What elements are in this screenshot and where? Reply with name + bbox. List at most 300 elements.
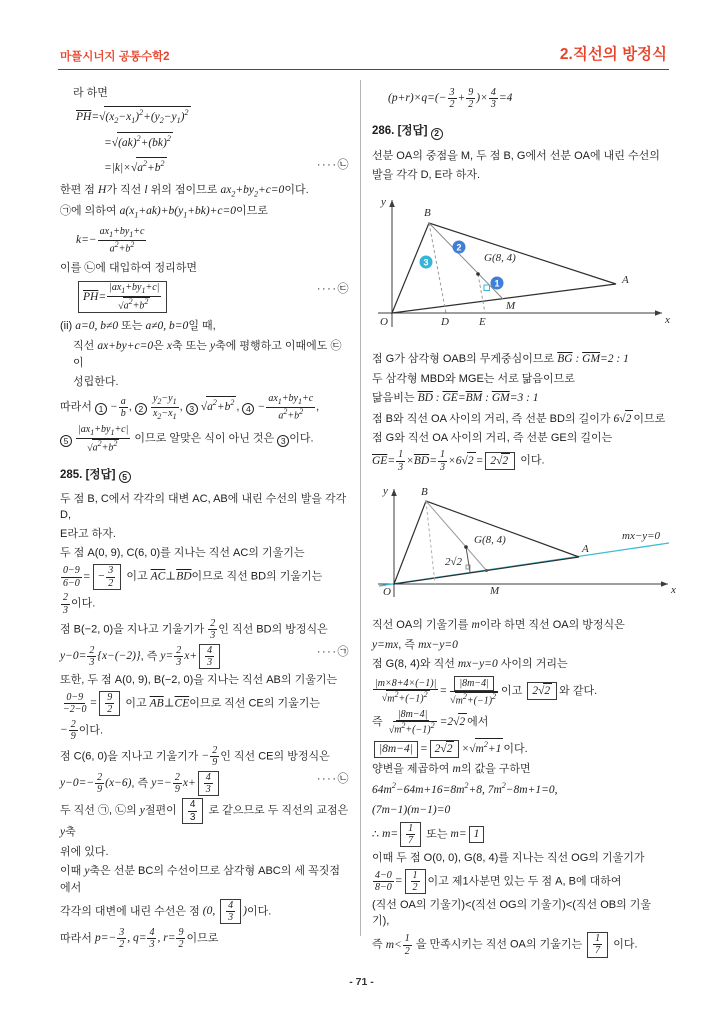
text-line: 라 하면 [73,86,108,99]
segment-overline: $\overline{BD}$ [417,391,433,404]
fraction [188,799,198,822]
math-expression: $\overline{AB}\perp\overline{CE}$ [149,697,190,710]
boxed-answer: 2√2 [430,740,460,758]
fraction [266,393,315,421]
radicand: $a^2+b^2$ [123,297,149,312]
numerator: |8m−4| [397,709,428,721]
fraction [61,565,82,588]
point-B-label: B [421,485,428,498]
denominator [116,297,152,312]
text-line: (ii) a=0, b≠0 또는 a≠0, b=0일 때, [60,319,216,332]
text-line: 또한, 두 점 A(0, 9), B(−2, 0)을 지나는 직선 AB의 기울기는 [60,673,338,686]
math-expression [60,592,71,616]
segment-overline: $\overline{BD}$ [176,570,192,583]
numerator: $|ax_1+by_1+c|$ [78,424,129,438]
numerator: 2 [176,645,182,657]
math-expression: $|8m-4| = 2√2 \times√m^2+1$ [372,743,503,755]
text-line: 5 $\frac{|ax_1+by_1+c|}{√a^2+b^2}$ 이므로 알맞은 식이 아닌 것은 3 이다. [60,424,350,453]
numerator: 2 [70,718,76,730]
fraction [448,87,457,110]
text-line: (직선 OA의 기울기)<(직선 OG의 기울기)<(직선 OB의 기울기), [372,898,652,928]
radicand: $a^2+b^2$ [136,157,166,177]
text-line: − $\frac{2}{9}$ 이다. [60,718,104,742]
radical-icon: √ [130,162,138,175]
radical-icon: √ [87,442,93,454]
text-line: 위에 있다. [60,845,109,858]
boxed-answer: − $\frac{3}{2}$ [93,564,122,589]
radical-icon: √ [440,743,447,756]
denominator [380,690,432,705]
fraction [69,719,78,742]
segment-overline: $\overline{GM}$ [491,391,510,404]
reference-mark: ····㉢ [316,283,350,296]
solution-286-slope [372,617,668,958]
math-expression: y [60,825,66,838]
fraction [226,900,235,923]
segment-overline: $\overline{BM}$ [465,391,483,404]
numerator: 2 [97,771,103,783]
solution-286-intro [372,87,668,183]
y-axis-arrow [391,489,397,496]
numerator: 0−9 [66,691,84,703]
point-D-label: D [441,316,449,329]
numerator: 3 [108,565,114,577]
fraction [147,927,156,950]
fraction [205,645,214,668]
denominator: −2−0 [63,704,87,716]
point-M-label: M [490,584,500,597]
radicand: 2 [458,713,467,731]
page-number: - 71 - [349,976,374,988]
boxed-answer [400,822,421,847]
point-G-dot [464,545,468,549]
math-expression: m= $\frac{1}{7}$ [382,828,423,840]
fraction [105,692,114,715]
boxed-answer: 2√2 [485,452,515,470]
text-line [60,281,350,312]
text-line: 각각의 대변에 내린 수선은 점 (0, $\frac{4}{3}$ )이다. [60,899,272,923]
fraction [174,645,183,668]
point-G-dot [476,272,480,276]
text-line: 점 B(−2, 0)을 지나고 기울기가 $\frac{2}{3}$ 인 직선 BD의 방정식은 [60,618,328,642]
radical-icon: √ [388,724,395,736]
numerator: 3 [449,87,455,98]
math-expression: mx−y=0 [457,658,498,671]
radical-icon: √ [118,300,124,312]
math-expression: − $\frac{ax_1+by_1+c}{a^2+b^2}$ [257,393,314,422]
denominator [448,692,500,707]
y-axis-label: y [381,196,386,209]
numerator: a [120,395,126,407]
radical-icon: √ [381,693,388,705]
text-line: 두 직선 ㉠, ㉡의 y절편이 $\frac{4}{3}$ 로 같으므로 두 직선의 교점은 y축 [60,799,349,838]
text-line: 점 G와 직선 OA 사이의 거리, 즉 선분 GE의 길이는 [372,432,613,445]
text-line: 이를 ㉡에 대입하여 정리하면 [60,261,198,274]
denominator: 6−0 [63,577,80,589]
math-expression: − $\frac{a}{b}$ [110,395,126,419]
math-expression: p=− $\frac{3}{2}$ , q= $\frac{4}{3}$ , r= $\frac{9}{2}$ [94,926,184,950]
math-expression [75,424,131,454]
fraction [107,282,161,311]
denominator: 7 [595,945,601,957]
text-line: 점 B와 직선 OA 사이의 거리, 즉 선분 BD의 길이가 6√2 이므로 [372,410,668,428]
text-line: 두 점 B, C에서 각각의 대변 AC, AB에 내린 수선의 발을 각각 D, [60,492,347,522]
fraction [117,927,126,950]
denominator: 2 [404,945,410,957]
segment-overline: $\overline{CE}$ [174,697,190,710]
text-line: 양변을 제곱하여 m의 값을 구하면 [372,762,531,775]
denominator: $a^2+b^2$ [109,240,135,255]
denominator: 3 [89,657,95,669]
denominator: 3 [149,938,155,950]
text-line [372,781,668,800]
point-G-label: G(8, 4) [484,252,516,265]
radical-icon: √ [461,454,468,467]
math-expression [592,933,603,957]
numerator: 3 [119,926,125,938]
radicand: $a^2+b^2$ [206,396,236,416]
denominator [387,721,439,736]
fraction [210,745,219,768]
math-expression: $=|k|\times√a^2+b^2$ [104,162,167,174]
text-line: 한편 점 H가 직선 l 위의 점이므로 $ax_2+by_2+c=0$이다. [60,184,309,199]
book-title: 마플시너지 공통수학2 [60,51,170,63]
fraction [173,772,182,795]
text-line: 따라서 p=− $\frac{3}{2}$ , q= $\frac{4}{3}$ , r= $\frac{9}{2}$ 이므로 [60,926,219,950]
numerator: 1 [412,869,418,881]
math-expression: $a(x_1+ak)+b(y_1+bk)+c=0$ [119,205,237,220]
math-expression: − $\frac{2}{9}$ [201,744,218,768]
denominator [85,439,121,454]
perpendicular-BD [429,223,446,313]
text-line: y−0= $\frac{2}{3}$ {x−(−2)}, 즉 y= $\frac{2}{3}$ x+ $\frac{4}{3}$ ····㉠ [60,645,350,669]
math-expression: $64m^2-64m+16=8m^2+8$, $7m^2-8m+1=0$, [372,781,558,797]
radical-icon: √ [619,412,626,425]
left-column [60,82,350,960]
text-line: 이때 두 점 O(0, 0), G(8, 4)를 지나는 직선 OG의 기울기가 [372,851,645,864]
text-line: 직선 ax+by+c=0은 x축 또는 y축에 평행하고 이때에도 ㉢이 [73,339,342,369]
denominator: 2 [468,99,474,111]
radicand: $m^2+(-1)^2$ [455,692,497,707]
text-line [372,802,668,819]
text-line: 286. [정답] 2 [372,123,668,140]
denominator: 7 [408,835,414,847]
math-expression: y−0=− $\frac{2}{9}$ (x−6) [60,771,132,795]
math-expression: y= $\frac{2}{3}$ x+ $\frac{4}{3}$ [160,650,222,662]
math-expression: 6√2 [614,413,634,425]
denominator: 3 [210,630,216,642]
boxed-answer [199,644,220,669]
radicand: 2 [544,685,551,698]
text-line: 두 점 A(0, 9), C(6, 0)를 지나는 직선 AC의 기울기는 [60,547,305,560]
math-expression: $\overline{PH}=√(x_2-x_1)^2+(y_2-y_1)^2$ [76,108,189,126]
text-line: y−0=− $\frac{2}{9}$ (x−6), 즉 y=− $\frac{2}{9}$ x+ $\frac{4}{3}$ ····㉡ [60,771,350,795]
numerator: 1 [439,449,445,461]
diagram2-svg [372,481,678,609]
denominator: 3 [176,657,182,669]
numerator: 2 [212,744,218,756]
numerator: 4 [149,926,155,938]
text-line: 점 G(8, 4)와 직선 mx−y=0 사이의 거리는 [372,658,568,671]
math-expression [200,398,237,413]
text-line [60,132,350,152]
math-expression: $\overline{BG}$ : $\overline{GM}=2$ : 1 [557,353,629,366]
numerator: 1 [595,933,601,945]
fraction [76,424,130,453]
boxed-answer [198,771,219,796]
numerator: $|ax_1+by_1+c|$ [109,282,160,296]
math-expression: m< $\frac{1}{2}$ [385,933,410,957]
circled-number: 2 [135,403,147,415]
fraction [87,645,96,668]
origin-label: O [380,316,388,329]
right-column [372,82,676,960]
math-expression: m [452,762,461,775]
fraction [106,565,115,588]
numerator: 4 [228,899,234,911]
header-rule [58,69,669,70]
fraction [489,87,498,110]
text-line: 점 G가 삼각형 OAB의 무게중심이므로 $\overline{BG}$ : $\overline{GM}=2$ : 1 [372,353,629,366]
math-expression: k=− $\frac{ax_1+by_1+c}{a^2+b^2}$ [76,226,145,255]
radicand: $(x_2-x_1)^2+(y_2-y_1)^2$ [105,108,189,126]
radicand: $m^2+(-1)^2$ [387,690,428,705]
x-axis-arrow [655,310,662,316]
fraction [466,87,475,110]
numerator: 1 [398,449,404,461]
boxed-answer: |8m−4| [454,676,493,691]
fraction [95,772,104,795]
x-axis-arrow [661,581,668,587]
boxed-answer [405,869,426,894]
denominator: $x_2-x_1$ [152,407,177,421]
denominator: 3 [207,657,213,669]
text-line: 닮음비는 $\overline{BD}$ : $\overline{GE}=\overline{BM}$ : $\overline{GM}=3$ : 1 [372,391,539,404]
numerator: 2 [210,618,216,630]
origin-label: O [383,585,391,598]
numerator: 1 [404,933,410,945]
denominator: $a^2+b^2$ [278,406,304,422]
circled-number: 3 [277,435,289,447]
math-expression: $ax_2+by_2+c=0$ [220,184,285,199]
text-line [60,106,350,127]
radicand: 2 [446,743,453,756]
denominator: 3 [439,461,445,473]
math-expression: a=0, b≠0 [75,319,119,332]
radicand: 2 [502,455,509,468]
math-expression: $\overline{AC}\perp\overline{BD}$ [150,570,192,583]
point-G-label: G(8, 4) [474,533,506,546]
denominator: 3 [205,783,211,795]
reference-mark: ····㉠ [316,646,350,659]
x-axis-label: x [671,583,676,596]
text-line: 즉 m< $\frac{1}{2}$ 을 만족시키는 직선 OA의 기울기는 $\frac{1}{7}$ 이다. [372,933,638,957]
boxed-answer: 1 [469,826,485,843]
circled-number: 5 [119,471,131,483]
fraction [98,226,147,254]
boxed-answer [78,281,167,312]
boxed-answer [99,691,120,716]
point-A-label: A [622,274,629,287]
fraction [119,396,128,419]
math-expression: ax+by+c=0 [97,339,154,352]
numerator: 4−0 [375,869,392,881]
denominator: 3 [63,604,68,616]
math-expression: m= 1 [451,828,487,840]
math-expression: $\overline{GE}=$ $\frac{1}{3}$ $\times\overline{BD}=$ $\frac{1}{3}$ ×6√2 = 2√2 [372,455,517,467]
numerator [450,676,497,692]
numerator: 4 [490,87,496,98]
circled-3-badge [420,256,433,269]
text-line [372,87,668,110]
math-expression: mx−y=0 [418,638,458,651]
math-expression [207,618,218,642]
text-line: $\frac{2}{3}$ 이다. [60,592,350,615]
midpoint-square-mark [484,285,490,291]
math-expression: $\frac{0-9}{-2-0}$ = $\frac{9}{2}$ [60,697,122,709]
badge-1-label: 1 [494,278,500,289]
segment-overline: $\overline{BG}$ [557,353,573,366]
numerator: 9 [178,926,184,938]
numerator: 0−9 [63,565,80,577]
fraction [61,592,70,615]
fraction [406,823,415,846]
math-expression: (7m−1)(m−1)=0 [372,804,451,817]
segment-overline: $\overline{BD}$ [413,454,430,467]
page-footer [0,976,723,988]
fraction [448,676,500,707]
segment-overline: $\overline{PH}$ [76,110,92,123]
fraction [151,393,179,422]
diagram-line-oa [372,481,676,609]
math-expression: a≠0, b=0 [145,319,189,332]
fraction [396,449,405,472]
text-line: 성립한다. [73,375,119,388]
math-expression: y [84,864,90,877]
text-line: $\frac{4-0}{8-0}$ = $\frac{1}{2}$ 이고 제1사분면 있는 두 점 A, B에 대하여 [372,869,668,894]
fraction [438,449,447,472]
y-axis-label: y [383,484,388,497]
text-line: 285. [정답] 5 [60,467,350,484]
text-line: $|8m-4| = 2√2 \times√m^2+1$ 이다. [372,738,668,758]
fraction [593,933,602,956]
math-expression: − $\frac{2}{9}$ [60,718,76,742]
numerator: 2 [63,592,68,604]
math-expression: $\frac{0-9}{6-0}$ = − $\frac{3}{2}$ [60,571,123,583]
text-line: $\frac{|m\times 8+4\times(-1)|}{√m^2+(-1)^2}$ = $\frac{|8m-4|}{√m^2+(-1)^2}$ 이고 2√2 와 같다. [372,676,668,707]
numerator: 2 [89,645,95,657]
boxed-answer: |8m−4| [374,741,418,758]
numerator: 9 [468,87,474,98]
circled-1-badge [491,277,504,290]
math-expression: 2√2 [532,685,551,698]
math-expression: (p+r)×q=(− $\frac{3}{2}$ + $\frac{9}{2}$ )× $\frac{4}{3}$ =4 [388,87,513,111]
badge-3-label: 3 [423,257,429,268]
segment-overline: $\overline{AC}$ [150,570,166,583]
boxed-answer [220,899,241,924]
page-header [60,38,667,64]
text-line: 선분 OA의 중점을 M, 두 점 B, G에서 선분 OA에 내린 수선의 [372,149,660,162]
text-line: $\frac{0-9}{-2-0}$ = $\frac{9}{2}$ 이고 $\overline{AB}\perp\overline{CE}$이므로 직선 CE의 기울기는 [60,691,350,716]
diagram-centroid-ratios [372,191,668,343]
text-line: E라고 하자. [60,528,116,541]
numerator: 9 [107,691,113,703]
distance-2root2-label: 2√2 [444,555,462,568]
numerator: 4 [205,771,211,783]
text-line: ㉠에 의하여 $a(x_1+ak)+b(y_1+bk)+c=0$이므로 [60,205,268,220]
radicand: $m^2+1$ [475,738,504,758]
math-expression: m [471,618,480,631]
radical-icon: √ [453,716,460,728]
denominator: 3 [228,912,234,923]
point-E-label: E [479,316,486,329]
badge-2-label: 2 [456,242,462,253]
math-expression: $\overline{PH}=$ $\frac{|ax_1+by_1+c|}{√a^2+b^2}$ [83,282,160,312]
math-expression: (0, $\frac{4}{3}$ ) [202,899,247,923]
fraction [204,772,213,795]
point-B-label: B [424,207,431,220]
radical-icon: √ [200,400,208,413]
denominator: 9 [97,783,103,795]
circled-number: 4 [242,403,254,415]
denominator: 3 [490,99,496,111]
circled-2-badge [453,241,466,254]
fraction [176,927,185,950]
text-line: 따라서 1 − $\frac{a}{b}$ , 2 $\frac{y_2-y_1}{x_2-x_1}$ , 3 $√a^2+b^2$ , 4 − $\frac{ax_1+by_1+c}{a^2+b^2}$ , [60,392,320,422]
math-expression: $\frac{|8m-4|}{√m^2+(-1)^2}$ =2√2 [388,709,466,736]
point-M-label: M [506,300,516,313]
segment-overline: $\overline{GM}$ [582,353,601,366]
denominator: 2 [108,577,114,589]
numerator: 4 [207,645,213,657]
math-expression: $\overline{BD}$ : $\overline{GE}=\overline{BM}$ : $\overline{GM}=3$ : 1 [417,391,539,404]
numerator: 1 [408,822,414,834]
math-expression: $\frac{4-0}{8-0}$ = $\frac{1}{2}$ [372,875,428,887]
fraction [403,933,412,956]
text-line: ∴ m= $\frac{1}{7}$ 또는 m= 1 [372,822,668,847]
diagram1-svg [372,191,672,343]
denominator: 2 [119,938,125,950]
radical-icon: √ [496,455,503,468]
fraction [373,678,438,705]
denominator: 2 [107,704,113,716]
numerator: $ax_1+by_1+c$ [99,226,145,240]
boxed-answer [587,932,608,957]
circled-number: 2 [431,128,443,140]
y-axis-arrow [389,200,395,207]
denominator: 9 [174,783,180,795]
denominator: 9 [212,756,218,768]
circled-number: 5 [60,435,72,447]
math-expression: y [139,805,145,818]
text-line: 이때 y축은 선분 BC의 수선이므로 삼각형 ABC의 세 꼭짓점에서 [60,864,340,894]
math-expression: y=mx [372,638,399,651]
text-line: $\overline{GE}=$ $\frac{1}{3}$ $\times\overline{BD}=$ $\frac{1}{3}$ ×6√2 = 2√2 이다. [372,449,545,473]
reference-mark: ····㉡ [316,159,350,172]
denominator: 3 [398,461,404,473]
fraction [387,709,439,736]
text-line: 점 C(6, 0)을 지나고 기울기가 − $\frac{2}{9}$ 인 직선 CE의 방정식은 [60,744,330,768]
numerator: $y_2-y_1$ [152,392,177,406]
solution-286-similarity [372,351,668,473]
denominator: 8−0 [375,882,392,894]
text-line: 즉 $\frac{|8m-4|}{√m^2+(-1)^2}$ =2√2 에서 [372,709,489,736]
radical-icon: √ [538,685,545,698]
math-expression [150,392,180,421]
text-line [60,157,350,177]
numerator: $ax_1+by_1+c$ [268,393,314,407]
segment-overline: $\overline{AB}$ [149,697,164,710]
